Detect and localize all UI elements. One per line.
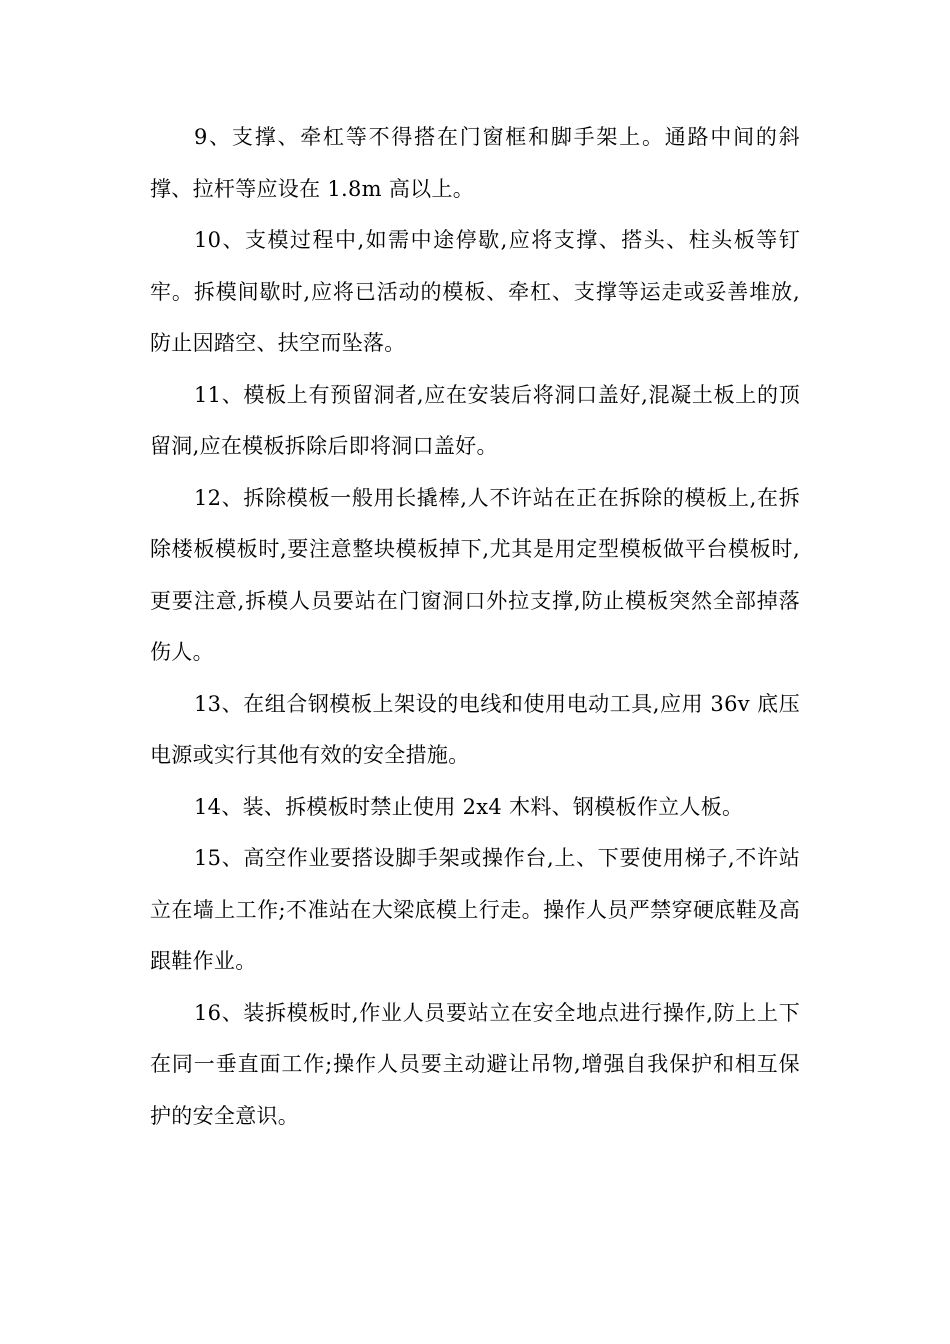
paragraph-item-9: 9、支撑、牵杠等不得搭在门窗框和脚手架上。通路中间的斜撑、拉杆等应设在 1.8m 高以上。 — [150, 125, 800, 201]
paragraph-item-12: 12、拆除模板一般用长撬棒,人不许站在正在拆除的模板上,在拆除楼板模板时,要注意整块模板掉下,尤其是用定型模板做平台模板时,更要注意,拆模人员要站在门窗洞口外拉支撑,防止模板突然全部掉落伤人。 — [150, 485, 800, 664]
paragraph-item-15: 15、高空作业要搭设脚手架或操作台,上、下要使用梯子,不许站立在墙上工作;不准站在大梁底模上行走。操作人员严禁穿硬底鞋及高跟鞋作业。 — [150, 846, 800, 973]
paragraph-item-14: 14、装、拆模板时禁止使用 2x4 木料、钢模板作立人板。 — [194, 794, 744, 819]
document-body — [150, 112, 800, 1142]
paragraph-item-13: 13、在组合钢模板上架设的电线和使用电动工具,应用 36v 底压电源或实行其他有效的安全措施。 — [150, 691, 800, 767]
paragraph-item-10: 10、支模过程中,如需中途停歇,应将支撑、搭头、柱头板等钉牢。拆模间歇时,应将已活动的模板、牵杠、支撑等运走或妥善堆放,防止因踏空、扶空而坠落。 — [150, 228, 800, 355]
paragraph-item-16: 16、装拆模板时,作业人员要站立在安全地点进行操作,防上上下在同一垂直面工作;操作人员要主动避让吊物,增强自我保护和相互保护的安全意识。 — [150, 1000, 800, 1128]
paragraph-item-11: 11、模板上有预留洞者,应在安装后将洞口盖好,混凝土板上的顶留洞,应在模板拆除后即将洞口盖好。 — [150, 382, 800, 458]
